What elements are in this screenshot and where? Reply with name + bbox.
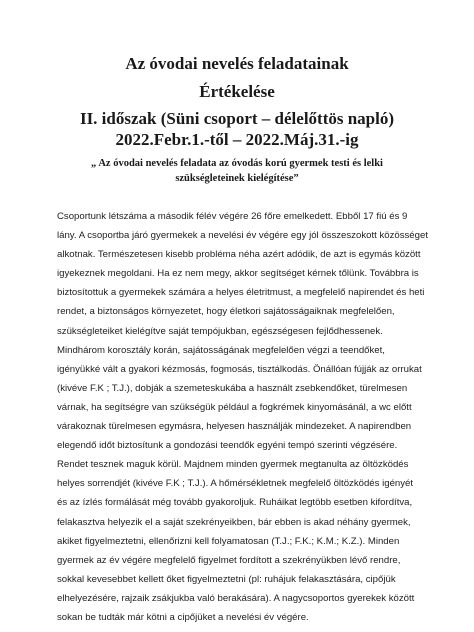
body-line: (kivéve F.K ; T.J.), dobják a szemeteskukába a használt zsebkendőket, türelmesen — [57, 382, 408, 394]
body-line: felakasztva helyezik el a saját szekrényeikben, bár ebben is akad néhány gyermek, — [57, 516, 411, 528]
body-line: elegendő időt biztosítunk a gondozási teendők egyéni tempó szerinti végzésére. — [57, 440, 398, 452]
body-line: akiket figyelmeztetni, ellenőrizni kell folyamatosan (T.J.; F.K.; K.M.; K.Z.). Minden — [57, 535, 400, 547]
body-line: sokan be tudták már kötni a cipőjüket a nevelési év végére. — [57, 611, 309, 623]
body-line: rendet, a biztonságos környezetet, hogy életkori sajátosságaiknak megfelelően, — [57, 306, 395, 318]
document-title: Az óvodai nevelés feladatainak — [125, 54, 349, 73]
body-line: gyermek az év végére megfelelő figyelmet fordított a szekrényükben lévő rendre, — [57, 554, 401, 566]
body-line: biztosítottuk a gyermekek számára a helyes életritmust, a megfelelő napirendet és heti — [57, 287, 425, 299]
body-line: igényükké vált a gyakori kézmosás, fogmosás, tisztálkodás. Önállóan fújják az orrukat — [57, 363, 422, 375]
body-line: igyekeznek megoldani. Ha ez nem megy, akkor segítséget kérnek tőlünk. Továbbra is — [57, 268, 419, 280]
document-body — [57, 207, 435, 627]
body-line: és az ízlés formálását még tovább gyakoroljuk. Ruháikat legtöbb esetben kifordítva, — [57, 497, 413, 509]
body-line: Csoportunk létszáma a második félév végére 26 főre emelkedett. Ebből 17 fiú és 9 — [57, 211, 408, 222]
body-line: elhelyezésére, rajzaik zsákjukba való berakására). A nagycsoportos gyerekek között — [57, 592, 415, 604]
document-motto-line-2: szükségleteinek kielégítése” — [175, 173, 299, 184]
body-line: alkotnak. Természetesen kisebb probléma néha azért adódik, de azt is egymás között — [57, 249, 421, 261]
document-date-range: 2022.Febr.1.-től – 2022.Máj.31.-ig — [115, 130, 359, 149]
body-line: várakoznak türelmesen egymásra, helyesen használják mindezeket. A napirendben — [57, 421, 412, 433]
document-period-heading: II. időszak (Süni csoport – délelőttös napló) — [79, 109, 395, 128]
body-line: Mindhárom korosztály korán, sajátosságának megfelelően végzi a teendőket, — [57, 344, 385, 356]
document-subtitle-evaluation: Értékelése — [199, 82, 275, 101]
body-line: Rendet tesznek maguk körül. Majdnem minden gyermek megtanulta az öltözködés — [57, 459, 409, 471]
body-line: helyes sorrendjét (kivéve F.K ; T.J.). A hőmérsékletnek megfelelő öltözködés igényét — [57, 478, 414, 490]
body-line: szükségleteiket kielégítve saját tempójukban, egészségesen fejlődhessenek. — [57, 325, 383, 337]
document-motto-line-1: „ Az óvodai nevelés feladata az óvodás korú gyermek testi és lelki — [91, 158, 383, 169]
body-line: lány. A csoportba járó gyermekek a nevelési év végére egy jól összeszokott közösséget — [57, 230, 428, 242]
body-line: várnak, ha segítségre van szükségük például a fogkrémek kinyomásánál, a wc előtt — [57, 401, 412, 413]
body-line: sokkal kevesebbet kellett őket figyelmeztetni (pl: ruhájuk felakasztására, cipőjük — [57, 573, 396, 585]
